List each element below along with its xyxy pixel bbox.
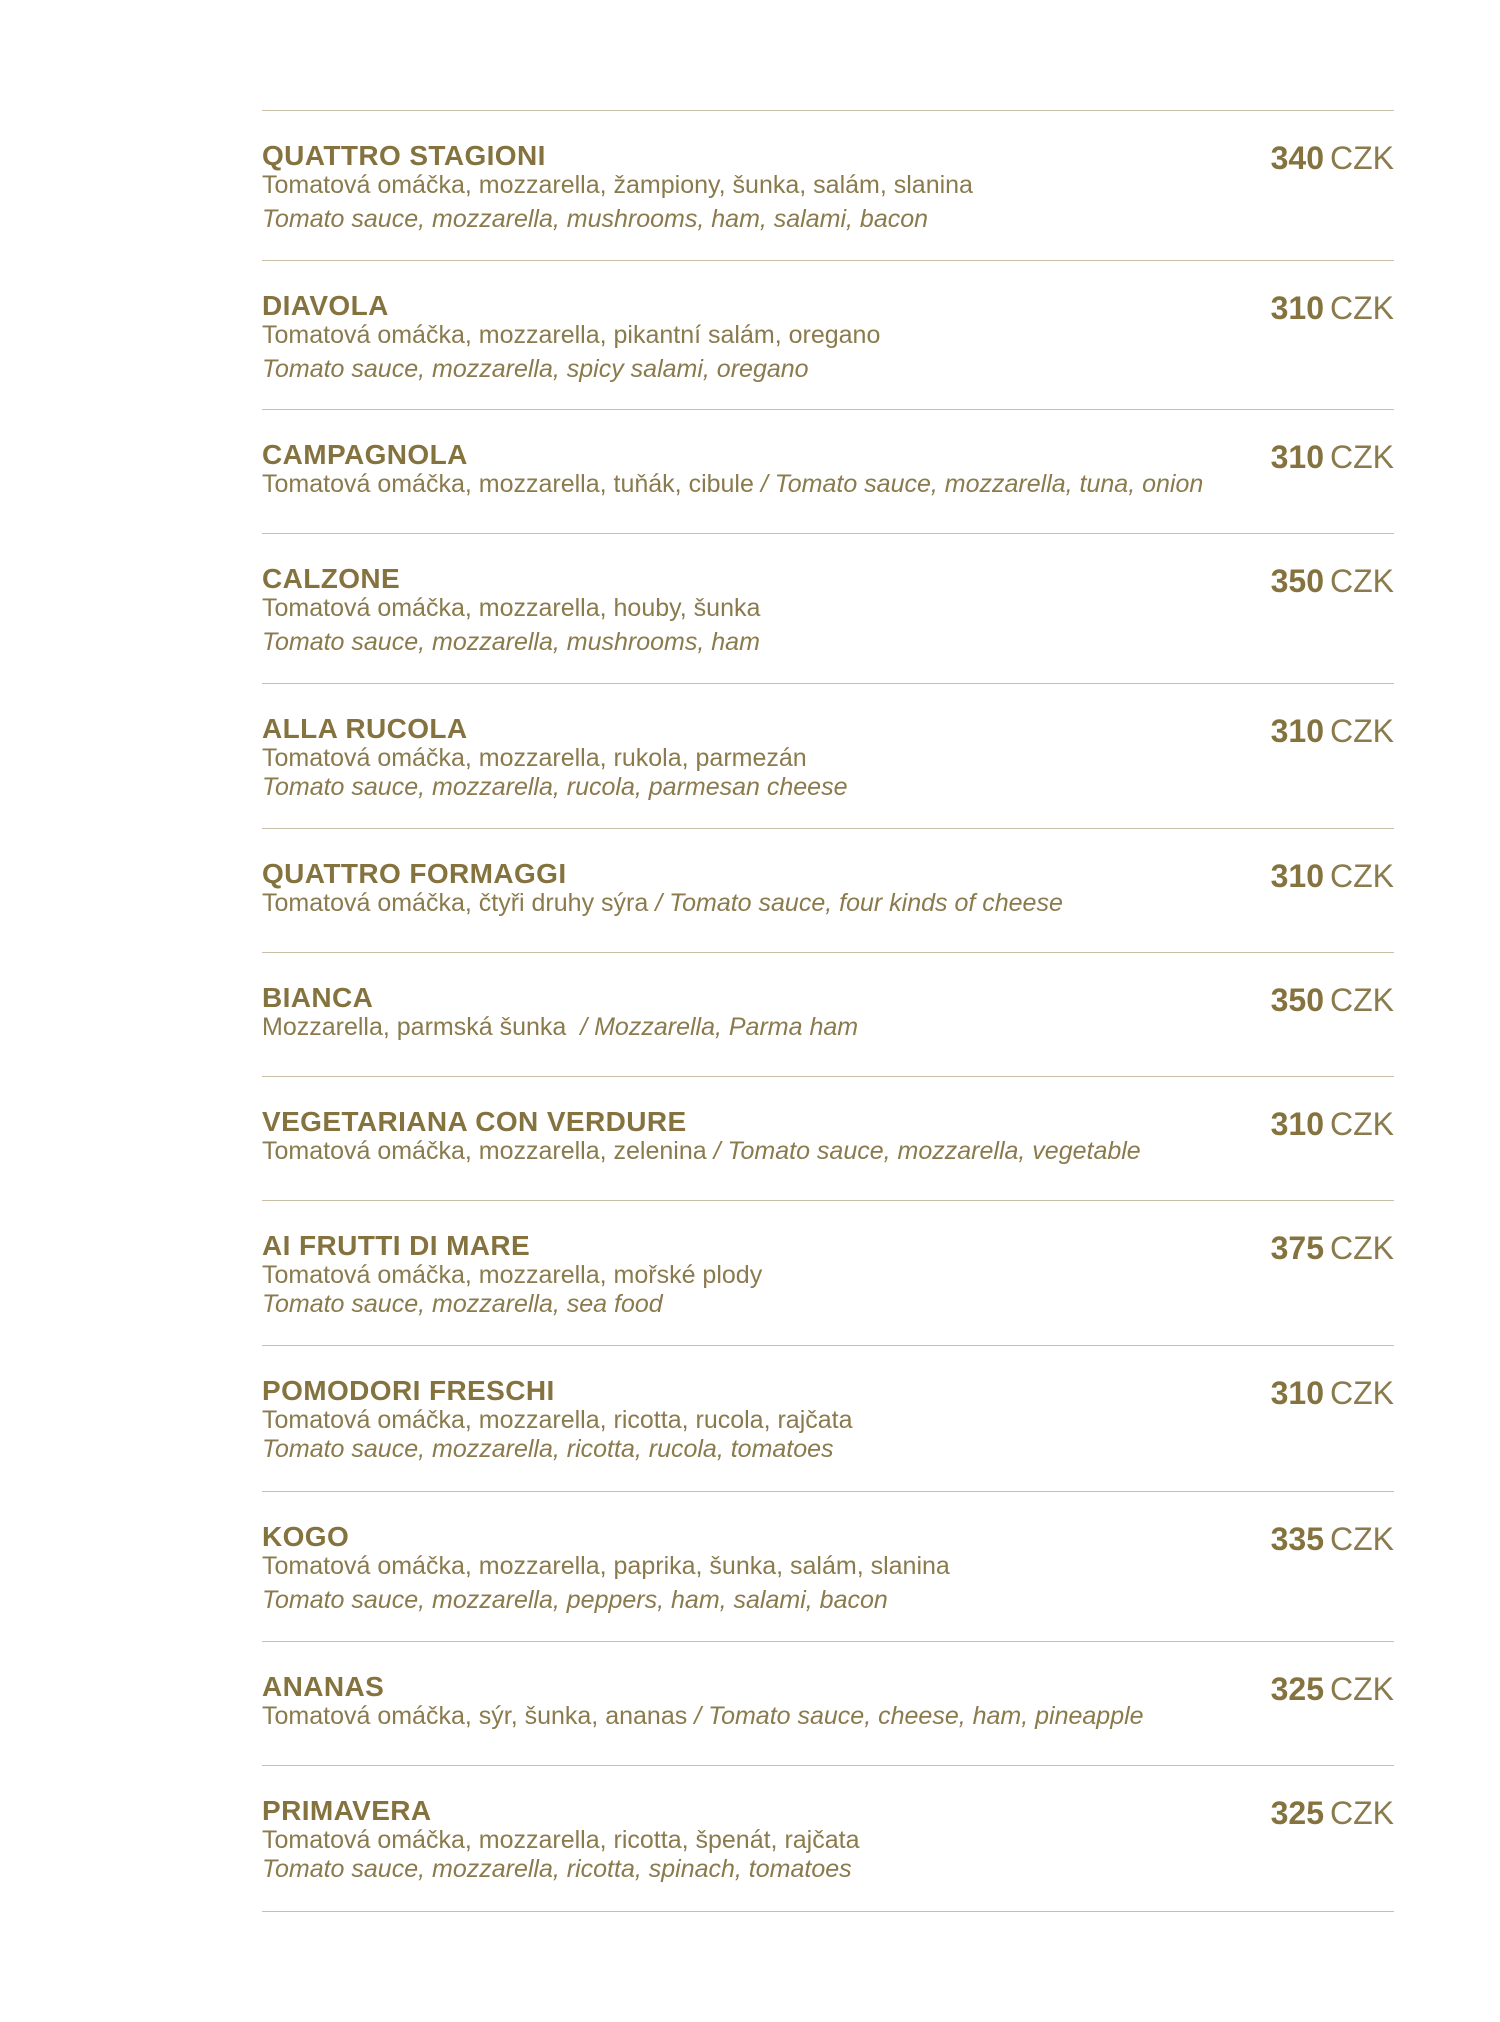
item-description-en: Tomato sauce, mozzarella, vegetable [727, 1137, 1141, 1165]
item-description-cz: Mozzarella, parmská šunka [262, 1013, 567, 1041]
item-price [1271, 1375, 1394, 1411]
price-currency: CZK [1330, 1230, 1394, 1266]
item-description-en: Tomato sauce, mozzarella, mushrooms, ham [262, 628, 760, 656]
item-price [1271, 1521, 1394, 1557]
item-description-cz: Tomatová omáčka, mozzarella, houby, šunka [262, 594, 761, 622]
item-name: KOGO [262, 1521, 350, 1552]
item-description-cz: Tomatová omáčka, mozzarella, žampiony, šunka, salám, slanina [262, 171, 973, 199]
item-description-cz: Tomatová omáčka, mozzarella, zelenina [262, 1137, 707, 1165]
item-description-en: Tomato sauce, mozzarella, peppers, ham, salami, bacon [262, 1586, 888, 1614]
menu-item [262, 1766, 1394, 1912]
item-price [1271, 1230, 1394, 1266]
price-currency: CZK [1330, 713, 1394, 749]
menu-item [262, 684, 1394, 829]
menu-item [262, 261, 1394, 410]
item-description-en: Tomato sauce, four kinds of cheese [669, 889, 1063, 917]
item-description-en: Tomato sauce, mozzarella, mushrooms, ham, salami, bacon [262, 205, 929, 233]
item-price [1271, 290, 1394, 326]
menu-item [262, 1077, 1394, 1201]
menu-item [262, 953, 1394, 1077]
price-value: 310 [1270, 713, 1324, 749]
price-value: 310 [1270, 1106, 1324, 1142]
item-description-cz: Tomatová omáčka, mozzarella, tuňák, cibule [262, 470, 754, 498]
item-name: BIANCA [262, 982, 374, 1013]
item-description-line [262, 1701, 1144, 1731]
price-currency: CZK [1330, 1106, 1394, 1142]
item-price [1271, 1671, 1394, 1707]
item-price [1271, 439, 1394, 475]
price-currency: CZK [1330, 858, 1394, 894]
price-value: 325 [1270, 1671, 1324, 1707]
item-description-en: Tomato sauce, mozzarella, spicy salami, oregano [262, 355, 809, 383]
item-description-cz: Tomatová omáčka, sýr, šunka, ananas [262, 1702, 688, 1730]
item-description-cz: Tomatová omáčka, mozzarella, pikantní salám, oregano [262, 321, 881, 349]
item-description-line [262, 1012, 858, 1042]
menu-item [262, 534, 1394, 684]
item-description-en: Tomato sauce, mozzarella, tuna, onion [774, 470, 1204, 498]
price-value: 340 [1270, 140, 1324, 176]
item-description-line [262, 1136, 1141, 1166]
item-description-en: Tomato sauce, mozzarella, ricotta, spinach, tomatoes [262, 1855, 852, 1883]
price-currency: CZK [1330, 982, 1394, 1018]
item-description-cz: Tomatová omáčka, čtyři druhy sýra [262, 889, 649, 917]
price-currency: CZK [1330, 290, 1394, 326]
price-currency: CZK [1330, 1375, 1394, 1411]
price-currency: CZK [1330, 1521, 1394, 1557]
item-price [1271, 858, 1394, 894]
item-name: ANANAS [262, 1671, 385, 1702]
item-price [1271, 713, 1394, 749]
item-price [1271, 140, 1394, 176]
menu-item [262, 1642, 1394, 1766]
item-name: QUATTRO STAGIONI [262, 140, 546, 171]
separator: / [580, 1013, 588, 1041]
price-currency: CZK [1330, 1795, 1394, 1831]
item-name: AI FRUTTI DI MARE [262, 1230, 531, 1261]
item-name: PRIMAVERA [262, 1795, 432, 1826]
menu-item [262, 829, 1394, 953]
menu-item [262, 410, 1394, 534]
price-currency: CZK [1330, 1671, 1394, 1707]
item-description-en: Tomato sauce, cheese, ham, pineapple [708, 1702, 1144, 1730]
price-currency: CZK [1330, 563, 1394, 599]
item-description-cz: Tomatová omáčka, mozzarella, ricotta, rucola, rajčata [262, 1406, 853, 1434]
item-description-line [262, 469, 1203, 499]
price-value: 335 [1270, 1521, 1324, 1557]
item-price [1271, 563, 1394, 599]
item-description-en: Tomato sauce, mozzarella, rucola, parmesan cheese [262, 773, 848, 801]
item-name: POMODORI FRESCHI [262, 1375, 555, 1406]
price-value: 310 [1270, 290, 1324, 326]
menu-item [262, 1201, 1394, 1346]
menu-item [262, 1492, 1394, 1642]
item-name: CAMPAGNOLA [262, 439, 468, 470]
item-description-cz: Tomatová omáčka, mozzarella, mořské plody [262, 1261, 763, 1289]
item-description-en: Mozzarella, Parma ham [594, 1013, 859, 1041]
item-name: VEGETARIANA CON VERDURE [262, 1106, 687, 1137]
item-price [1271, 1795, 1394, 1831]
separator: / [760, 470, 768, 498]
price-value: 310 [1270, 1375, 1324, 1411]
price-value: 325 [1270, 1795, 1324, 1831]
item-name: QUATTRO FORMAGGI [262, 858, 567, 889]
item-description-cz: Tomatová omáčka, mozzarella, paprika, šunka, salám, slanina [262, 1552, 950, 1580]
price-currency: CZK [1330, 140, 1394, 176]
item-description-en: Tomato sauce, mozzarella, ricotta, rucola, tomatoes [262, 1435, 834, 1463]
price-value: 350 [1270, 563, 1324, 599]
price-value: 375 [1270, 1230, 1324, 1266]
separator: / [655, 889, 663, 917]
menu-item [262, 1346, 1394, 1492]
pizza-menu [262, 110, 1394, 1912]
menu-item [262, 111, 1394, 261]
price-value: 350 [1270, 982, 1324, 1018]
item-price [1271, 982, 1394, 1018]
item-description-en: Tomato sauce, mozzarella, sea food [262, 1290, 663, 1318]
separator: / [694, 1702, 702, 1730]
price-value: 310 [1270, 858, 1324, 894]
item-price [1271, 1106, 1394, 1142]
item-description-cz: Tomatová omáčka, mozzarella, rukola, parmezán [262, 744, 807, 772]
item-description-cz: Tomatová omáčka, mozzarella, ricotta, špenát, rajčata [262, 1826, 860, 1854]
separator: / [713, 1137, 721, 1165]
item-name: CALZONE [262, 563, 401, 594]
price-currency: CZK [1330, 439, 1394, 475]
price-value: 310 [1270, 439, 1324, 475]
item-name: DIAVOLA [262, 290, 389, 321]
item-name: ALLA RUCOLA [262, 713, 468, 744]
item-description-line [262, 888, 1063, 918]
